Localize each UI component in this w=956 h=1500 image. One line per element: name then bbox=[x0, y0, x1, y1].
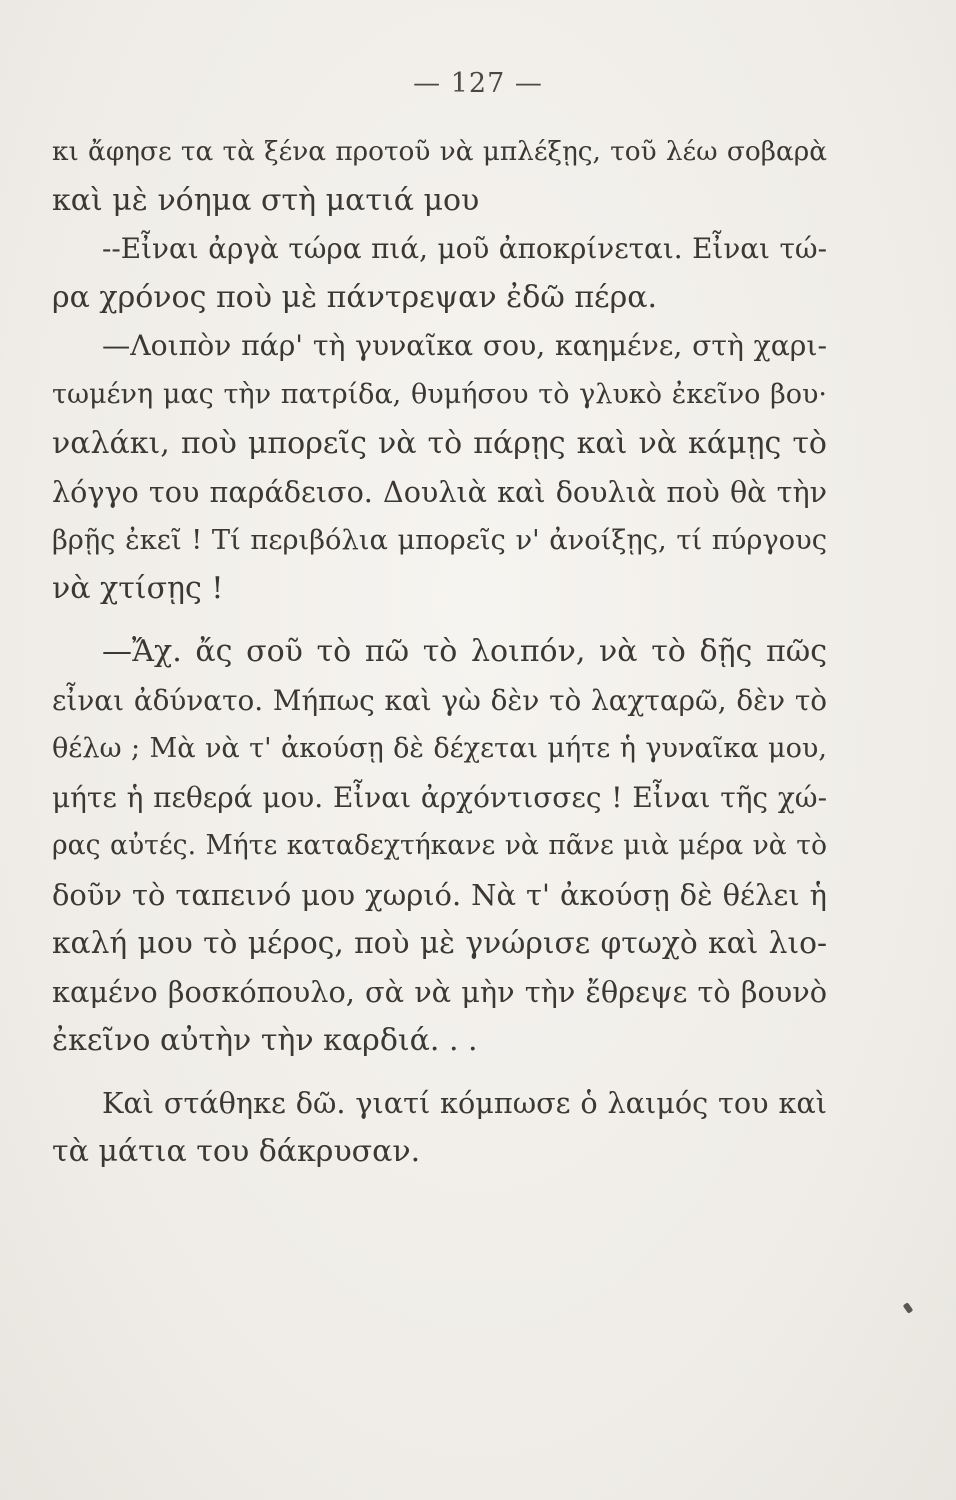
text-line: ναλάκι, ποὺ μπορεῖς νὰ τὸ πάρῃς καὶ νὰ κάμῃς τὸ bbox=[52, 425, 827, 461]
text-line: ἐκεῖνο αὐτὴν τὴν καρδιά. . . bbox=[52, 1022, 478, 1058]
text-line: κι ἄφησε τα τὰ ξένα προτοῦ νὰ μπλέξῃς, τοῦ λέω σοβαρὰ bbox=[52, 137, 827, 167]
text-line: καὶ μὲ νόημα στὴ ματιά μου bbox=[52, 182, 480, 218]
text-line: τωμένη μας τὴν πατρίδα, θυμήσου τὸ γλυκὸ ἐκεῖνο βου· bbox=[52, 378, 827, 410]
text-line: Καὶ στάθηκε δῶ. γιατί κόμπωσε ὁ λαιμός του καὶ bbox=[102, 1086, 827, 1121]
text-line: δοῦν τὸ ταπεινό μου χωριό. Νὰ τ' ἀκούσῃ δὲ θέλει ἡ bbox=[52, 877, 827, 912]
text-line: --Εἶναι ἀργὰ τώρα πιά, μοῦ ἀποκρίνεται. Εἶναι τώ- bbox=[102, 232, 827, 266]
text-line: νὰ χτίσῃς ! bbox=[52, 571, 224, 607]
text-line: καμένο βοσκόπουλο, σὰ νὰ μὴν τὴν ἔθρεψε τὸ βουνὸ bbox=[52, 975, 827, 1010]
text-line: μήτε ἡ πεθερά μου. Εἶναι ἀρχόντισσες ! Εἶναι τῆς χώ- bbox=[52, 780, 827, 814]
page-number: — 127 — bbox=[413, 68, 543, 99]
ink-speck bbox=[903, 1302, 914, 1314]
text-line: ρας αὐτές. Μήτε καταδεχτήκανε νὰ πᾶνε μιὰ μέρα νὰ τὸ bbox=[52, 830, 827, 862]
text-line: ρα χρόνος ποὺ μὲ πάντρεψαν ἐδῶ πέρα. bbox=[52, 279, 658, 315]
text-line: καλή μου τὸ μέρος, ποὺ μὲ γνώρισε φτωχὸ καὶ λιο- bbox=[52, 925, 827, 961]
body-text bbox=[52, 128, 827, 1176]
text-line: —Λοιπὸν πάρ' τὴ γυναῖκα σου, καημένε, στὴ χαρι- bbox=[102, 329, 827, 363]
text-line: βρῇς ἐκεῖ ! Τί περιβόλια μπορεῖς ν' ἀνοίξῃς, τί πύργους bbox=[52, 524, 827, 556]
text-line: εἶναι ἀδύνατο. Μήπως καὶ γὼ δὲν τὸ λαχταρῶ, δὲν τὸ bbox=[52, 683, 827, 717]
text-line: θέλω ; Μὰ νὰ τ' ἀκούσῃ δὲ δέχεται μήτε ἡ γυναῖκα μου, bbox=[52, 733, 827, 765]
text-line: τὰ μάτια του δάκρυσαν. bbox=[52, 1133, 421, 1169]
text-line: —Ἄχ. ἄς σοῦ τὸ πῶ τὸ λοιπόν, νὰ τὸ δῇς πῶς bbox=[102, 633, 827, 669]
text-line: λόγγο του παράδεισο. Δουλιὰ καὶ δουλιὰ ποὺ θὰ τὴν bbox=[52, 475, 827, 510]
